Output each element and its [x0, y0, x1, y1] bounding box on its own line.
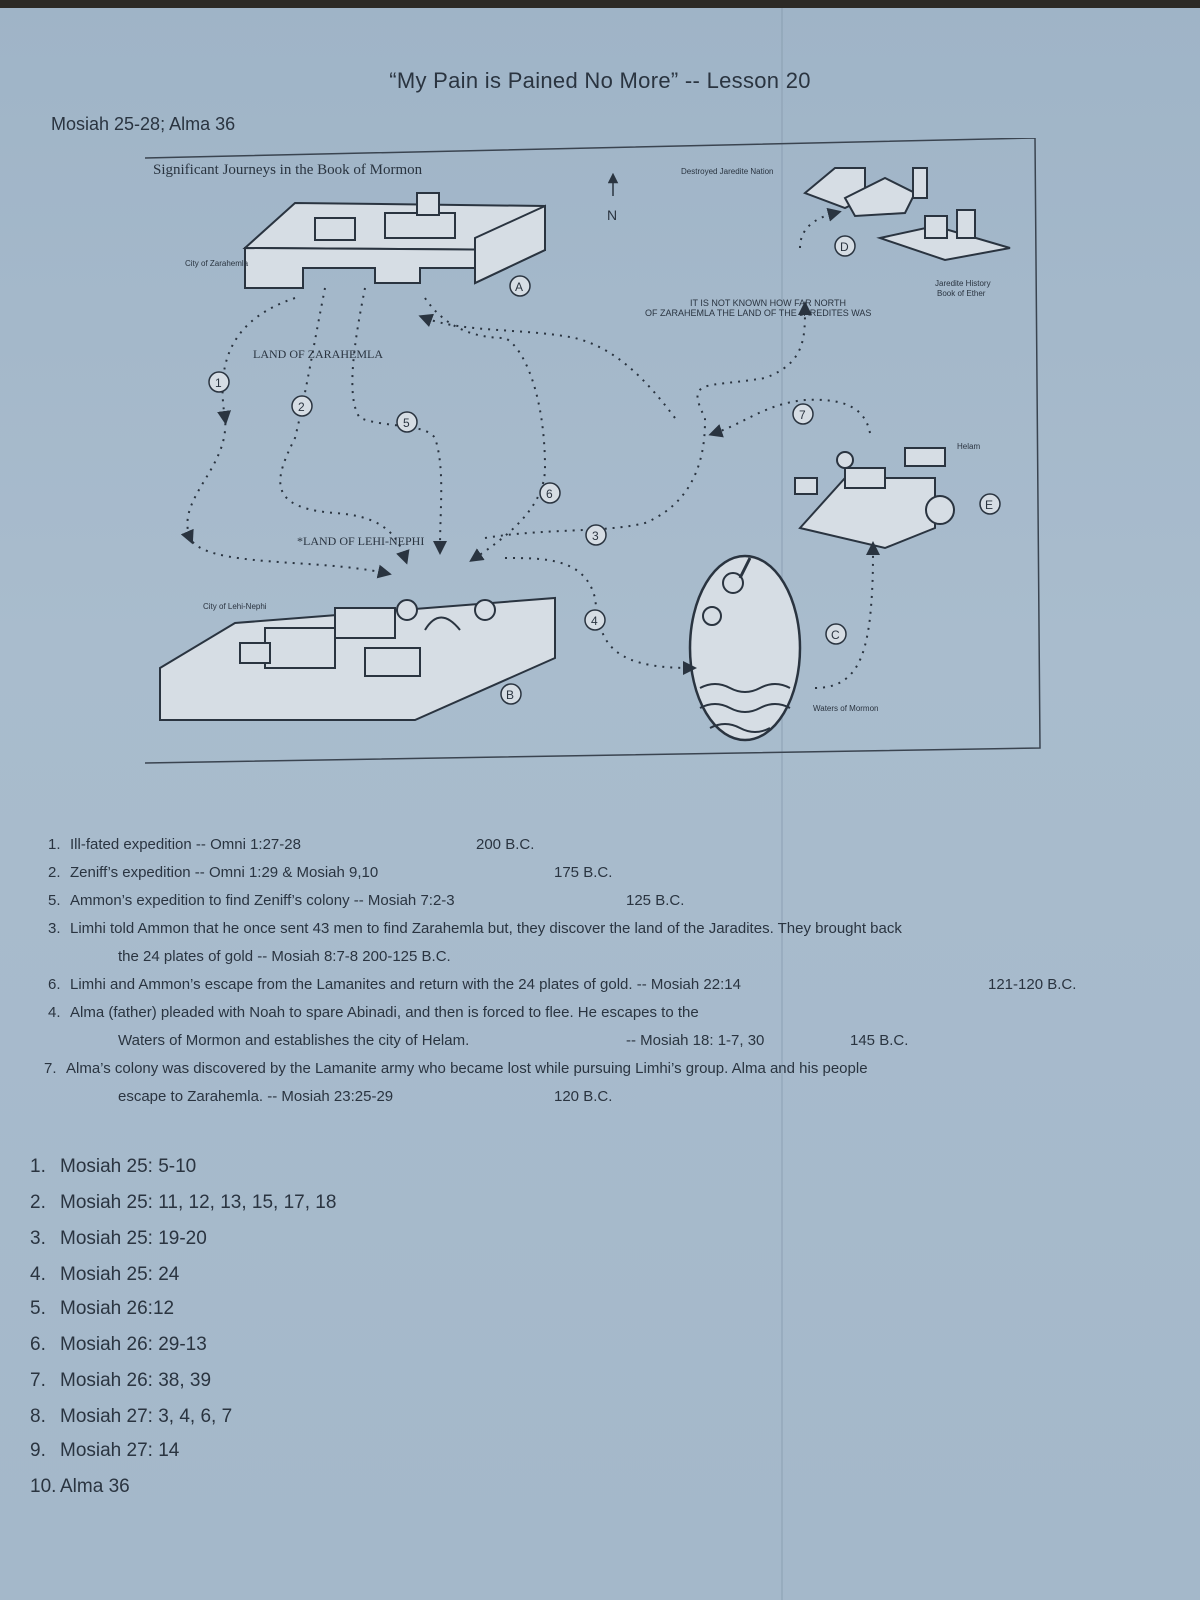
marker-1-label: 1	[215, 376, 222, 390]
reference-item	[30, 1440, 179, 1462]
journeys-map-svg	[145, 138, 1061, 770]
reference-text: Mosiah 25: 24	[60, 1264, 180, 1285]
destroyed-nation-label: Destroyed Jaredite Nation	[681, 167, 774, 176]
city-zarahemla-illustration	[245, 193, 545, 288]
marker-5-label: 5	[403, 416, 410, 430]
note-3-cont: the 24 plates of gold -- Mosiah 8:7-8 200-125 B.C.	[118, 948, 451, 965]
marker-c-label: C	[831, 628, 840, 642]
note-3	[48, 920, 902, 937]
note-4	[48, 1004, 699, 1021]
note-6	[48, 976, 1077, 993]
reference-num: 1.	[30, 1156, 46, 1177]
note-2	[48, 864, 613, 881]
note-1-num: 1.	[48, 836, 61, 853]
page-title: “My Pain is Pained No More” -- Lesson 20	[389, 68, 811, 93]
reference-num: 3.	[30, 1228, 46, 1249]
reference-num: 7.	[30, 1370, 46, 1391]
note-6-text: Limhi and Ammon’s escape from the Lamanites and return with the 24 plates of gold. -- Mosiah 22:14	[70, 976, 741, 993]
note-3-num: 3.	[48, 920, 61, 937]
map-heading: Significant Journeys in the Book of Mormon	[153, 162, 423, 178]
not-known-line-2: OF ZARAHEMLA THE LAND OF THE JAREDITES WAS	[645, 308, 872, 318]
city-zarahemla-label: City of Zarahemla	[185, 259, 249, 268]
reference-item	[30, 1406, 232, 1428]
note-4-cont-date: 145 B.C.	[850, 1032, 909, 1049]
reference-item	[30, 1156, 196, 1178]
marker-e-label: E	[985, 498, 994, 512]
north-label: N	[607, 207, 618, 223]
note-5	[48, 892, 685, 909]
note-2-date: 175 B.C.	[554, 864, 613, 881]
note-5-text: Ammon’s expedition to find Zeniff’s colony -- Mosiah 7:2-3	[70, 892, 455, 909]
reference-text: Mosiah 26:12	[60, 1298, 175, 1319]
city-lehi-nephi-label: City of Lehi-Nephi	[203, 602, 267, 611]
marker-4-label: 4	[591, 614, 598, 628]
marker-2-label: 2	[298, 400, 305, 414]
note-3-text: Limhi told Ammon that he once sent 43 men to find Zarahemla but, they discover the land of the Jaradites. They brought back	[70, 920, 902, 937]
reference-text: Mosiah 25: 11, 12, 13, 15, 17, 18	[60, 1192, 337, 1213]
not-known-line-1: IT IS NOT KNOWN HOW FAR NORTH	[690, 298, 847, 308]
marker-b-label: B	[506, 688, 515, 702]
note-4-cont	[118, 1032, 909, 1049]
journeys-map	[145, 138, 1061, 770]
reference-item	[30, 1298, 174, 1320]
note-6-num: 6.	[48, 976, 61, 993]
reference-item	[30, 1334, 207, 1356]
reference-num: 9.	[30, 1440, 46, 1461]
reference-item	[30, 1370, 211, 1392]
reference-text: Mosiah 27: 3, 4, 6, 7	[60, 1406, 233, 1427]
reference-num: 8.	[30, 1406, 46, 1427]
land-lehi-nephi-label: *LAND OF LEHI-NEPHI	[297, 534, 425, 548]
marker-d-label: D	[840, 240, 849, 254]
reference-text: Mosiah 25: 19-20	[60, 1228, 207, 1249]
note-6-date: 121-120 B.C.	[988, 976, 1077, 993]
jaredite-history-label: Jaredite History	[935, 279, 991, 288]
city-lehi-nephi-illustration	[160, 598, 555, 720]
photo-top-edge	[0, 0, 1200, 8]
reference-text: Alma 36	[60, 1476, 130, 1497]
note-4-text: Alma (father) pleaded with Noah to spare Abinadi, and then is forced to flee. He escapes to the	[70, 1004, 699, 1021]
note-1	[48, 836, 535, 853]
reference-num: 6.	[30, 1334, 46, 1355]
note-7-cont-text: escape to Zarahemla. -- Mosiah 23:25-29	[118, 1088, 394, 1105]
reference-text: Mosiah 26: 38, 39	[60, 1370, 212, 1391]
note-7-cont	[118, 1088, 613, 1105]
note-1-date: 200 B.C.	[476, 836, 535, 853]
marker-3-label: 3	[592, 529, 599, 543]
note-4-cont-text: Waters of Mormon and establishes the city of Helam.	[118, 1032, 470, 1049]
reference-num: 2.	[30, 1192, 46, 1213]
helam-label: Helam	[957, 442, 981, 451]
marker-6-label: 6	[546, 487, 553, 501]
note-7	[44, 1060, 868, 1077]
reference-item	[30, 1264, 179, 1286]
waters-of-mormon-label: Waters of Mormon	[813, 704, 879, 713]
reference-item	[30, 1476, 130, 1498]
note-7-text: Alma’s colony was discovered by the Lamanite army who became lost while pursuing Limhi’s group. Alma and his people	[66, 1060, 868, 1077]
waters-of-mormon-illustration	[690, 556, 800, 740]
note-5-date: 125 B.C.	[626, 892, 685, 909]
helam-illustration	[795, 448, 954, 548]
reference-item	[30, 1228, 207, 1250]
land-zarahemla-label: LAND OF ZARAHEMLA	[253, 347, 383, 361]
note-1-text: Ill-fated expedition -- Omni 1:27-28	[70, 836, 301, 853]
note-2-num: 2.	[48, 864, 61, 881]
note-5-num: 5.	[48, 892, 61, 909]
book-of-ether-label: Book of Ether	[937, 289, 986, 298]
reference-num: 4.	[30, 1264, 46, 1285]
page-subtitle: Mosiah 25-28; Alma 36	[51, 114, 236, 134]
marker-a-label: A	[515, 280, 524, 294]
reference-text: Mosiah 27: 14	[60, 1440, 180, 1461]
reference-num: 5.	[30, 1298, 46, 1319]
note-2-text: Zeniff’s expedition -- Omni 1:29 & Mosiah 9,10	[70, 864, 379, 881]
marker-7-label: 7	[799, 408, 806, 422]
note-7-num: 7.	[44, 1060, 57, 1077]
note-7-cont-date: 120 B.C.	[554, 1088, 613, 1105]
note-4-num: 4.	[48, 1004, 61, 1021]
reference-text: Mosiah 25: 5-10	[60, 1156, 197, 1177]
reference-text: Mosiah 26: 29-13	[60, 1334, 207, 1355]
reference-item	[30, 1192, 336, 1214]
reference-num: 10.	[30, 1476, 57, 1497]
note-4-cont-ref: -- Mosiah 18: 1-7, 30	[626, 1032, 765, 1049]
